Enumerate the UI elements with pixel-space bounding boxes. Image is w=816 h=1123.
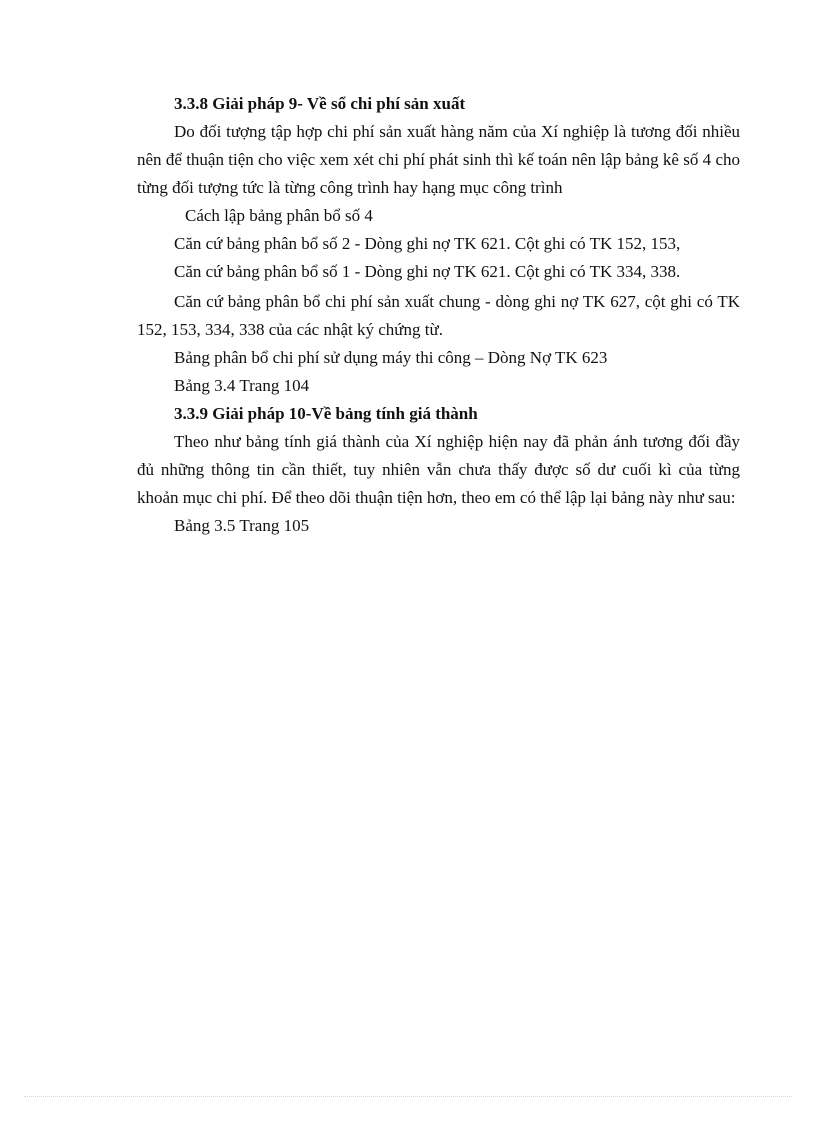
table-reference-3-4: Bảng 3.4 Trang 104 xyxy=(174,376,310,395)
allocation-line-3: Bảng phân bổ chi phí sử dụng máy thi công – Dòng Nợ TK 623 xyxy=(174,348,608,367)
section-heading-3-3-9: 3.3.9 Giải pháp 10-Về bảng tính giá thành xyxy=(174,404,478,423)
table-reference-3-5: Bảng 3.5 Trang 105 xyxy=(174,516,310,535)
method-title: Cách lập bảng phân bổ số 4 xyxy=(185,206,373,225)
document-page xyxy=(137,90,740,540)
paragraph-cost-object: Do đối tượng tập hợp chi phí sản xuất hàng năm của Xí nghiệp là tương đối nhiều nên để thuận tiện cho việc xem xét chi phí phát sinh thì kế toán nên lập bảng kê số 4 cho từng đối tượng tức là từng công trình hay hạng mục công trình xyxy=(137,122,740,197)
allocation-line-2: Căn cứ bảng phân bổ số 1 - Dòng ghi nợ TK 621. Cột ghi có TK 334, 338. xyxy=(174,262,681,281)
page-bottom-divider xyxy=(24,1096,792,1097)
paragraph-general-production: Căn cứ bảng phân bổ chi phí sản xuất chung - dòng ghi nợ TK 627, cột ghi có TK 152, 153, 334, 338 của các nhật ký chứng từ. xyxy=(137,292,740,339)
allocation-line-1: Căn cứ bảng phân bổ số 2 - Dòng ghi nợ TK 621. Cột ghi có TK 152, 153, xyxy=(174,234,681,253)
section-heading-3-3-8: 3.3.8 Giải pháp 9- Về sổ chi phí sản xuất xyxy=(174,94,466,113)
paragraph-cost-sheet: Theo như bảng tính giá thành của Xí nghiệp hiện nay đã phản ánh tương đối đầy đủ những thông tin cần thiết, tuy nhiên vẫn chưa thấy được số dư cuối kì của từng khoản mục chi phí. Để theo dõi thuận tiện hơn, theo em có thể lập lại bảng này như sau: xyxy=(137,432,740,507)
